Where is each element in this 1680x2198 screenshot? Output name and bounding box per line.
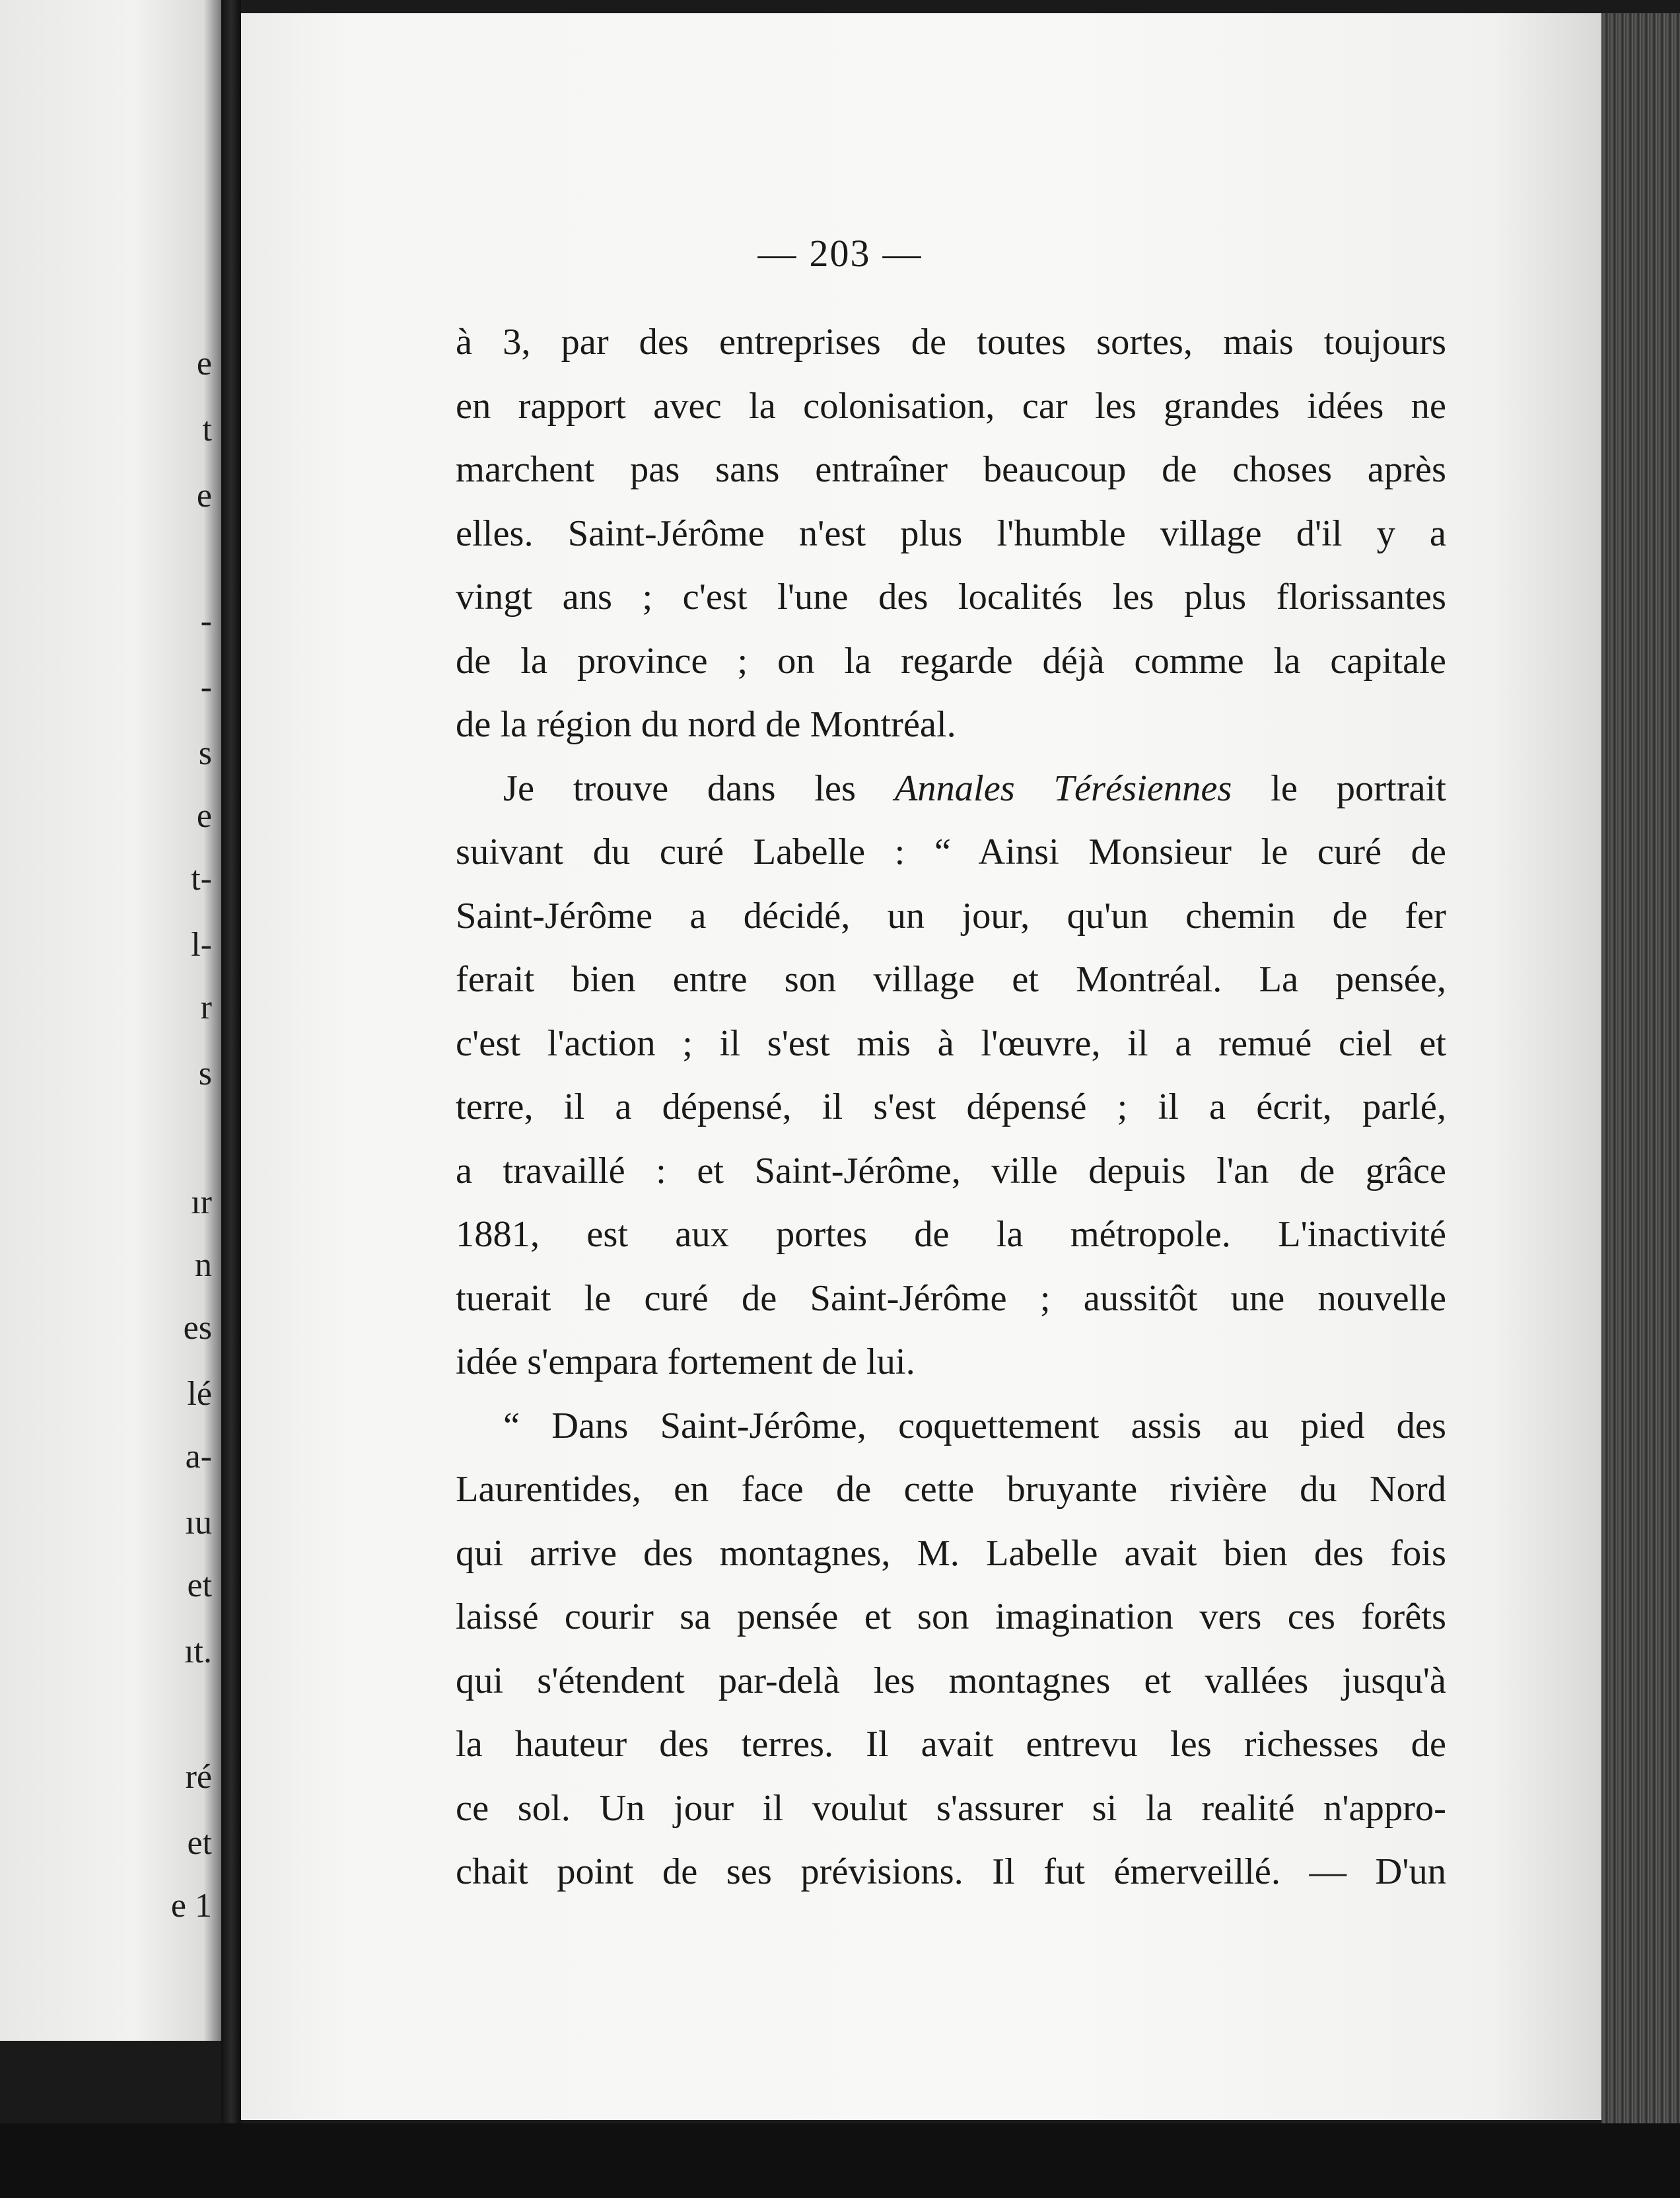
- text-line: Laurentides, en face de cette bruyante rivière du Nord: [456, 1469, 1446, 1510]
- left-page-fragment: ır: [191, 1184, 212, 1221]
- page-number: — 203 —: [757, 232, 923, 275]
- left-page-fragment: e: [196, 345, 212, 382]
- left-page-fragment: s: [198, 1055, 212, 1092]
- text-line: ce sol. Un jour il voulut s'assurer si la realité n'appro-: [456, 1787, 1446, 1829]
- left-page-fragment: t: [202, 411, 212, 448]
- text-segment: le portrait: [1232, 767, 1447, 809]
- left-page-fragment: -: [200, 602, 212, 640]
- text-line: terre, il a dépensé, il s'est dépensé ; il a écrit, parlé,: [456, 1086, 1446, 1127]
- book-gutter: [221, 0, 241, 2127]
- text-line: de la province ; on la regarde déjà comme la capitale: [456, 640, 1446, 682]
- book-page-edges: [1601, 13, 1680, 2146]
- text-line: laissé courir sa pensée et son imagination vers ces forêts: [456, 1596, 1446, 1637]
- left-page-fragment: t-: [191, 860, 212, 898]
- text-line: la hauteur des terres. Il avait entrevu les richesses de: [456, 1724, 1446, 1765]
- text-line: qui arrive des montagnes, M. Labelle avait bien des fois: [456, 1532, 1446, 1574]
- text-line: a travaillé : et Saint-Jérôme, ville depuis l'an de grâce: [456, 1150, 1446, 1191]
- left-page-fragment: et: [187, 1824, 212, 1862]
- text-line: en rapport avec la colonisation, car les grandes idées ne: [456, 385, 1446, 427]
- scan-bottom-border: [0, 2123, 1680, 2198]
- text-line: Saint-Jérôme a décidé, un jour, qu'un chemin de fer: [456, 895, 1446, 937]
- left-page-fragment: e: [196, 477, 212, 514]
- left-page-fragment: e 1: [170, 1887, 212, 1925]
- left-page-fragment: et: [187, 1567, 212, 1604]
- left-page-fragment: ré: [185, 1758, 212, 1796]
- text-line: qui s'étendent par-delà les montagnes et vallées jusqu'à: [456, 1660, 1446, 1701]
- text-line: suivant du curé Labelle : “ Ainsi Monsieur le curé de: [456, 832, 1446, 872]
- page-body-text: [456, 310, 1446, 1904]
- text-line: de la région du nord de Montréal.: [456, 704, 956, 745]
- text-segment: Je trouve dans les: [503, 767, 895, 809]
- text-line: marchent pas sans entraîner beaucoup de choses après: [456, 449, 1446, 490]
- text-line: à 3, par des entreprises de toutes sortes, mais toujours: [456, 322, 1446, 363]
- left-page-fragment: -: [200, 668, 212, 706]
- text-line: 1881, est aux portes de la métropole. L'inactivité: [456, 1214, 1446, 1255]
- text-line: vingt ans ; c'est l'une des localités les plus florissantes: [456, 577, 1446, 618]
- left-page-fragment: r: [200, 989, 212, 1026]
- left-page-fragment: l-: [191, 926, 212, 964]
- left-page-fragment: lé: [187, 1375, 212, 1413]
- left-page-fragment: s: [198, 734, 212, 772]
- text-line-with-title: [456, 757, 1446, 821]
- text-line: elles. Saint-Jérôme n'est plus l'humble village d'il y a: [456, 513, 1446, 554]
- text-line: “ Dans Saint-Jérôme, coquettement assis au pied des: [503, 1405, 1446, 1446]
- left-page-fragment: es: [183, 1309, 212, 1347]
- left-page-fragment: ıt.: [184, 1633, 212, 1670]
- left-page-fragment: n: [195, 1246, 212, 1284]
- left-page-fragment: ıu: [185, 1504, 212, 1542]
- text-line: idée s'empara fortement de lui.: [456, 1341, 915, 1382]
- italic-book-title: Annales Térésiennes: [894, 767, 1232, 809]
- text-line: tuerait le curé de Saint-Jérôme ; aussitôt une nouvelle: [456, 1277, 1446, 1319]
- left-page-fragment: e: [196, 797, 212, 835]
- left-page-fragment: a-: [185, 1438, 212, 1475]
- text-line: c'est l'action ; il s'est mis à l'œuvre, il a remué ciel et: [456, 1022, 1446, 1064]
- text-line: chait point de ses prévisions. Il fut émerveillé. — D'un: [456, 1851, 1446, 1892]
- previous-page-edge: [0, 0, 221, 2041]
- text-line: ferait bien entre son village et Montréal. La pensée,: [456, 959, 1446, 1000]
